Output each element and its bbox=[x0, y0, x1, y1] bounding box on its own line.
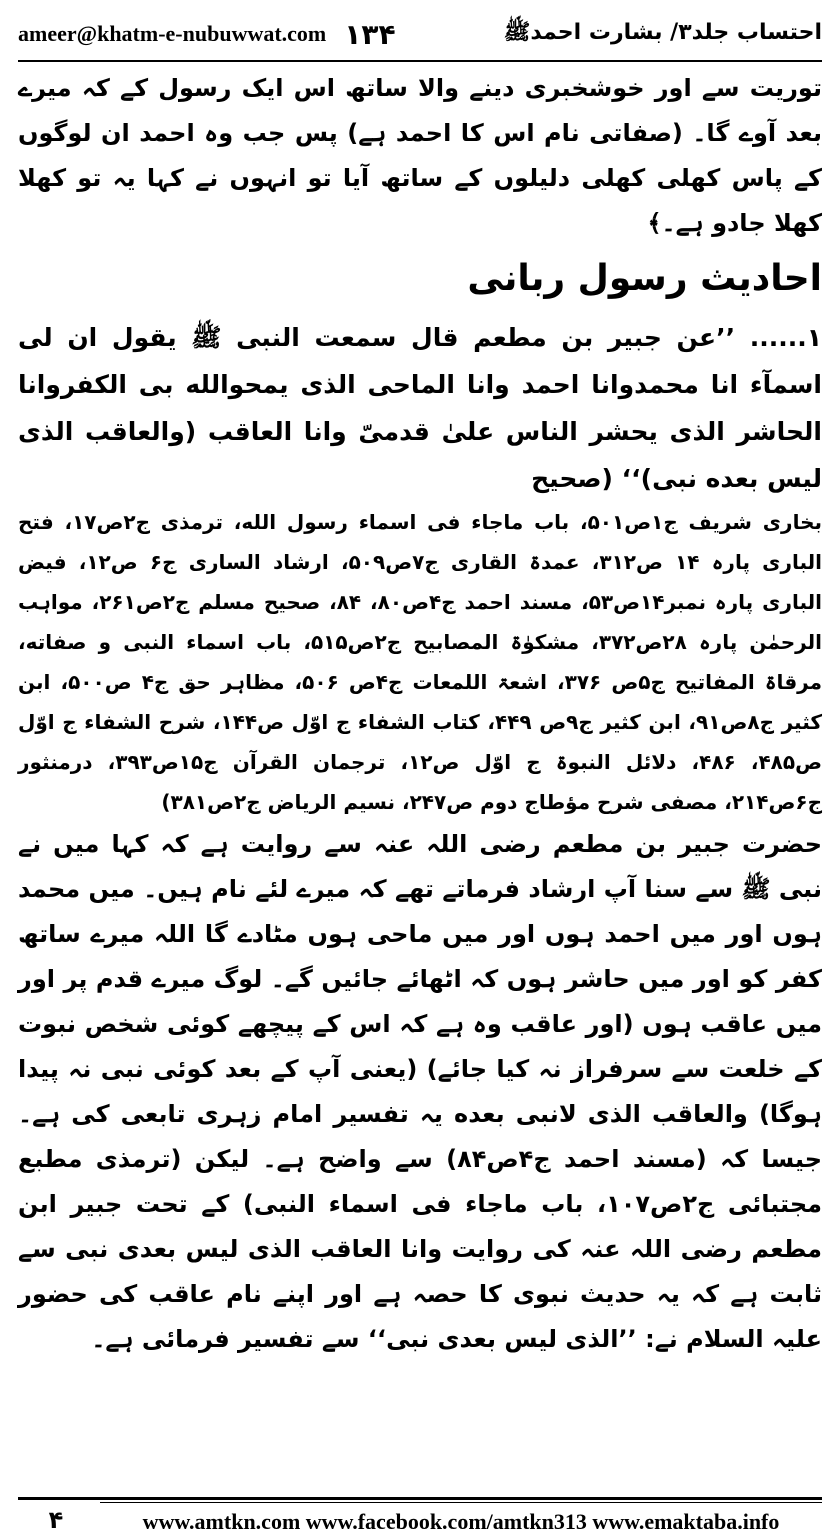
page-number: ۱۳۴ bbox=[344, 17, 396, 51]
header-left bbox=[18, 18, 396, 51]
translation-paragraph: حضرت جبیر بن مطعم رضی اللہ عنہ سے روایت ہے کہ کہا میں نے نبی ﷺ سے سنا آپ ارشاد فرماتے تھے کہ میرے لئے نام ہیں۔ میں محمد ہوں اور میں احمد ہوں اور میں ماحی ہوں مٹادے گا اللہ میرے ساتھ کفر کو اور میں حاشر ہوں کہ اٹھائے جائیں گے۔ لوگ میرے قدم پر اور میں عاقب ہوں (اور عاقب وہ ہے کہ اس کے پیچھے کوئی شخص نبوت کے خلعت سے سرفراز نہ کیا جائے) (یعنی آپ کے بعد کوئی نبی نہ پیدا ہوگا) والعاقب الذی لانبی بعده یہ تفسیر امام زہری تابعی کی ہے۔ جیسا کہ (مسند احمد ج۴ص۸۴) سے واضح ہے۔ لیکن (ترمذی مطبع مجتبائی ج۲ص۱۰۷، باب ماجاء فی اسماء النبی) کے تحت جبیر ابن مطعم رضی اللہ عنہ کی روایت وانا العاقب الذی لیس بعدی نبی سے ثابت ہے کہ یہ حدیث نبوی کا حصہ ہے اور اپنے نام عاقب کی حضور علیہ السلام نے: ’’الذی لیس بعدی نبی‘‘ سے تفسیر فرمائی ہے۔ bbox=[18, 830, 822, 1353]
hadith-number: ۱...... bbox=[749, 323, 822, 352]
hadith-references: بخاری شریف ج۱ص۵۰۱، باب ماجاء فی اسماء رسول الله، ترمذی ج۲ص۱۷، فتح الباری پارہ ۱۴ ص۳۱۲، عمدۃ القاری ج۷ص۵۰۹، ارشاد الساری ج۶ ص۱۲، فیض الباری پارہ نمبر۱۴ص۵۳، مسند احمد ج۴ص۸۰، ۸۴، صحیح مسلم ج۲ص۲۶۱، مواہب الرحمٰن پارہ ۲۸ص۳۷۲، مشکوٰۃ المصابیح ج۲ص۵۱۵، باب اسماء النبی و صفاته، مرقاۃ المفاتیح ج۵ص ۳۷۶، اشعۃ اللمعات ج۴ص ۵۰۶، مظاہر حق ج۴ ص۵۰۰، ابن کثیر ج۸ص۹۱، ابن کثیر ج۹ص ۴۴۹، کتاب الشفاء ج اوّل ص۱۴۴، شرح الشفاء ج اوّل ص۴۸۵، ۴۸۶، دلائل النبوۃ ج اوّل ص۱۲، ترجمان القرآن ج۱۵ص۳۹۳، درمنثور ج۶ص۲۱۴، مصفی شرح مؤطاج دوم ص۲۴۷، نسیم الریاض ج۲ص۳۸۱) bbox=[18, 510, 823, 814]
header-email[interactable]: ameer@khatm-e-nubuwwat.com bbox=[18, 21, 327, 46]
hadith-sahih: (صحیح bbox=[531, 464, 613, 493]
footer-box-number: ۴ bbox=[48, 1506, 64, 1534]
section-heading: احادیث رسول ربانی bbox=[467, 258, 822, 299]
page-body bbox=[18, 66, 822, 1362]
footer-divider-thin bbox=[100, 1502, 822, 1503]
footer-links[interactable]: www.amtkn.com www.facebook.com/amtkn313 www.emaktaba.info bbox=[142, 1509, 780, 1534]
footer-divider bbox=[18, 1497, 822, 1500]
book-title: احتساب جلد۳/ بشارت احمدﷺ bbox=[503, 20, 822, 45]
intro-paragraph: توریت سے اور خوشخبری دینے والا ساتھ اس ایک رسول کے کہ میرے بعد آوے گا۔ (صفاتی نام اس کا احمد ہے) پس جب وہ احمد ان لوگوں کے پاس کھلی کھلی دلیلوں کے ساتھ آیا تو انہوں نے کہا یہ تو کھلا کھلا جادو ہے۔﴾ bbox=[18, 74, 822, 237]
hadith-text: ’’عن جبیر بن مطعم قال سمعت النبی ﷺ یقول ان لی اسمآء انا محمدوانا احمد وانا الماحی الذی یمحوالله بی الکفروانا الحاشر الذی یحشر الناس علیٰ قدمیّ وانا العاقب (والعاقب الذی لیس بعده نبی)‘‘ bbox=[18, 323, 822, 493]
header-divider bbox=[18, 60, 822, 62]
hadith-arabic bbox=[18, 314, 822, 502]
page-header bbox=[18, 14, 822, 54]
